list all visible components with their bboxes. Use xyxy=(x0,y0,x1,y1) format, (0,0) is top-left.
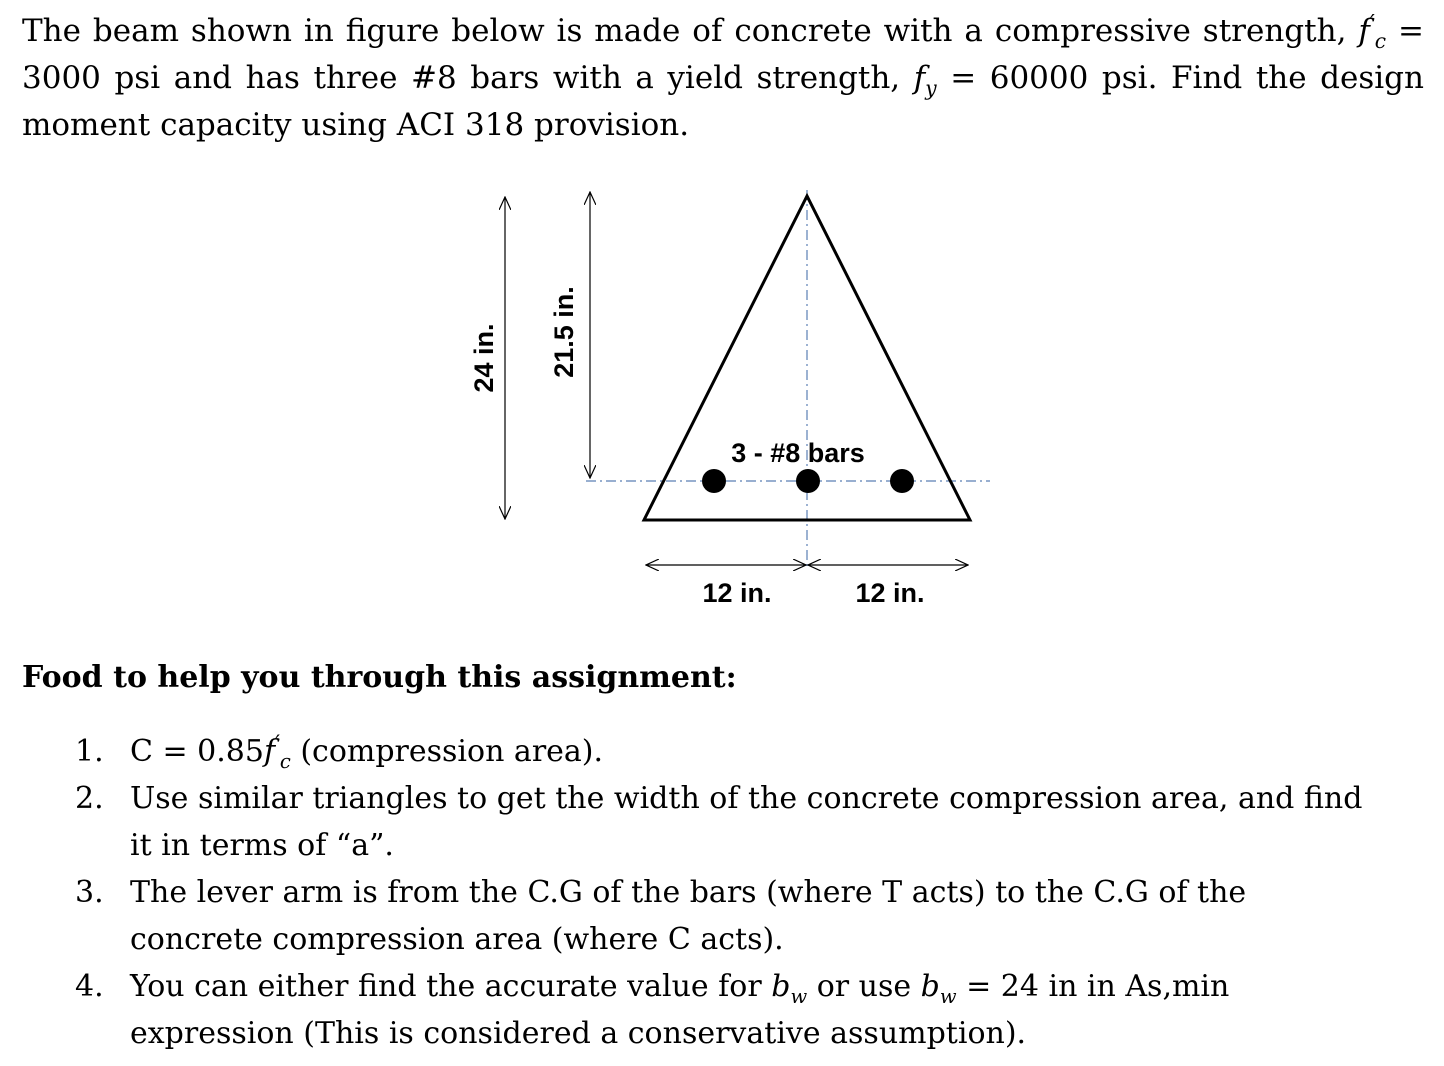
bw-symbol: $b_w$ xyxy=(920,969,957,1008)
hint-item-1: 1. $C = 0.85f'_c$ (compression area). xyxy=(75,731,604,773)
half-width-left-label: 12 in. xyxy=(702,578,772,608)
fy-value: = 60000 psi. Find the design moment capacity using ACI 318 provision. xyxy=(22,60,1424,143)
height-total-label: 24 in. xyxy=(469,323,499,393)
bars-label: 3 - #8 bars xyxy=(731,438,865,468)
problem-text-2: and has three #8 bars with a yield strength, xyxy=(173,60,901,96)
problem-text-1: The beam shown in figure below is made of concrete with a compressive strength, xyxy=(22,13,1347,49)
height-effective-label: 21.5 in. xyxy=(549,286,579,378)
hint-item-2: 2. Use similar triangles to get the width of the concrete compression area, and find it in terms of “a”. xyxy=(75,781,1363,863)
food-title: Food to help you through this assignment: xyxy=(22,660,737,695)
fc-symbol: $f'_c$ xyxy=(263,731,291,773)
hint-item-3: 3. The lever arm is from the C.G of the bars (where T acts) to the C.G of the concrete compression area (where C acts). xyxy=(75,875,1247,957)
rebar-right xyxy=(890,469,914,493)
hint-list xyxy=(0,728,1444,1057)
rebar-center xyxy=(796,469,820,493)
fc-symbol: $f'_c$ xyxy=(1358,10,1387,54)
half-width-right-label: 12 in. xyxy=(855,578,925,608)
rebar-left xyxy=(702,469,726,493)
bw-symbol: $b_w$ xyxy=(771,969,808,1008)
fy-symbol: $f_y$ xyxy=(913,60,937,101)
fc-value: = 3000 psi xyxy=(22,13,1424,96)
hint-item-4: 4. You can either find the accurate value for $b_w$ or use $b_w = 24$ in in As,min expression (This is considered a conservative assumption). xyxy=(75,969,1230,1051)
